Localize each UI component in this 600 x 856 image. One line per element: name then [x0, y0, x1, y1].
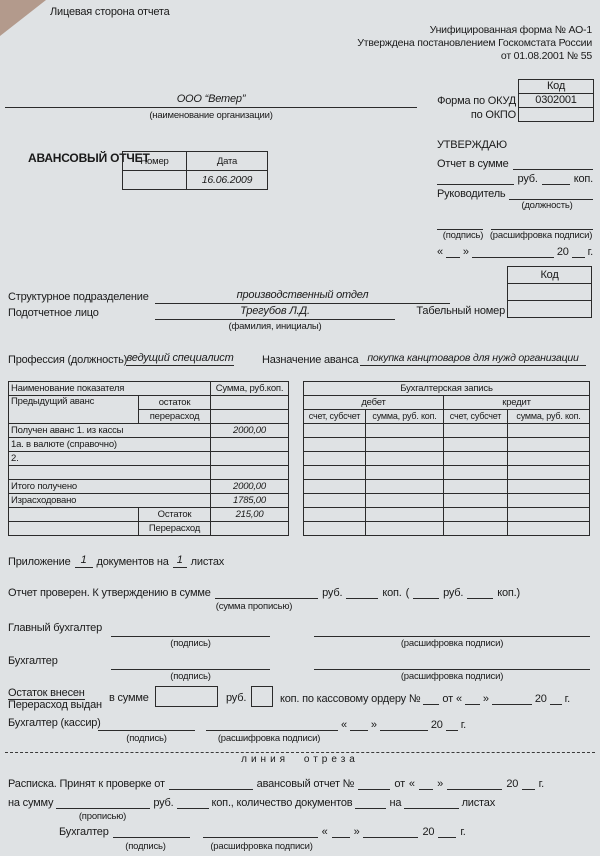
blank-field [332, 826, 350, 838]
table-row [123, 152, 268, 171]
person-caption: (фамилия, инициалы) [228, 321, 322, 332]
sheets-count-field: 1 [173, 554, 187, 568]
blank-field [438, 826, 456, 838]
sign-caption: (подпись) [125, 841, 166, 852]
close-quote: » [482, 693, 489, 705]
empty-cell [9, 522, 139, 536]
received-from-field [169, 778, 253, 790]
rest-paid-text: Остаток внесен [8, 687, 85, 699]
receipt-start-label: Расписка. Принят к проверке от [8, 778, 165, 790]
year-suffix: г. [460, 719, 467, 731]
organization-name-field: ООО “Ветер” [5, 93, 417, 108]
blank-field [413, 587, 439, 599]
blank-field [350, 719, 368, 731]
ot-label: от [394, 778, 405, 790]
purpose-label: Назначение аванса [262, 354, 359, 366]
cashier-sign-row [98, 717, 466, 731]
overrun2-cell: Перерасход [139, 522, 211, 536]
table-row [9, 494, 289, 508]
blank-field [437, 173, 514, 185]
table-row [304, 382, 590, 396]
table-row [304, 410, 590, 424]
blank-field [467, 587, 493, 599]
accountable-person-label: Подотчетное лицо [8, 307, 99, 319]
empty-cell [366, 452, 444, 466]
corner-fold-triangle [0, 0, 46, 36]
overrun-cell: перерасход [139, 410, 211, 424]
sign-name-caption: (расшифровка подписи) [217, 733, 321, 744]
accounting-title-cell: Бухгалтерская запись [304, 382, 590, 396]
empty-cell [9, 508, 139, 522]
empty-cell [444, 522, 508, 536]
table-row [9, 396, 289, 410]
empty-cell [444, 494, 508, 508]
okud-value-cell: 0302001 [518, 94, 594, 108]
year-prefix: 20 [430, 719, 443, 731]
blank-field [550, 693, 562, 705]
empty-cell [508, 494, 590, 508]
blank-field [363, 826, 418, 838]
blank-field [446, 719, 458, 731]
empty-cell [508, 522, 590, 536]
open-paren: ( [405, 587, 410, 599]
docs-count-label: коп., количество документов [211, 797, 353, 809]
in-sum-label: в сумме [109, 692, 149, 704]
accountant-label: Бухгалтер [8, 655, 58, 667]
header-name-cell: Наименование показателя [9, 382, 211, 396]
sum-words-field [56, 797, 150, 809]
blank-field [346, 587, 378, 599]
profession-value-field: ведущий специалист [126, 352, 234, 364]
credit-sum-header: сумма, руб. коп. [508, 410, 590, 424]
approve-sum-row [437, 155, 593, 170]
report-title: АВАНСОВЫЙ ОТЧЕТ [28, 151, 150, 165]
close-paren-kop: коп.) [497, 587, 520, 599]
blank-field [472, 246, 554, 258]
open-quote: « [341, 719, 347, 731]
sum-kop-box [251, 686, 273, 707]
year-suffix: г. [460, 826, 466, 838]
blank-field [355, 797, 386, 809]
report-checked-label: Отчет проверен. К утверждению в сумме [8, 587, 211, 599]
sign-name-caption: (расшифровка подписи) [400, 671, 504, 682]
empty-cell [211, 396, 289, 410]
empty-cell [508, 452, 590, 466]
table-row [304, 508, 590, 522]
year-prefix: 20 [506, 778, 519, 790]
code-header: Код [507, 266, 592, 284]
received-cash-cell: Получен аванс 1. из кассы [9, 424, 211, 438]
credit-header-cell: кредит [444, 396, 590, 410]
sign-name-caption: (расшифровка подписи) [489, 230, 593, 241]
table-row [9, 522, 289, 536]
accountant-sign-field [113, 826, 190, 838]
okud-code-box [518, 79, 594, 122]
date-value-cell: 16.06.2009 [187, 171, 268, 190]
blank-field [509, 188, 593, 200]
empty-cell [444, 452, 508, 466]
empty-cell [444, 424, 508, 438]
empty-cell [304, 480, 366, 494]
appendix-label-3: листах [190, 556, 225, 568]
table-row [304, 522, 590, 536]
sign-name-caption: (расшифровка подписи) [400, 638, 504, 649]
blank-field [542, 173, 570, 185]
approve-sum-label: Отчет в сумме [437, 158, 509, 170]
total-received-value: 2000,00 [211, 480, 289, 494]
overrun-paid-label: Перерасход выдан [8, 699, 102, 711]
table-row [304, 480, 590, 494]
tab-number-code-box [507, 266, 592, 318]
sum-rub-box [155, 686, 218, 707]
blank-field [380, 719, 428, 731]
approve-sign-captions [437, 230, 593, 242]
blank-field [492, 693, 532, 705]
accounting-entries-table [303, 381, 590, 536]
approve-sign-row [437, 213, 593, 230]
report-checked-row [8, 585, 520, 599]
close-quote: » [462, 246, 469, 258]
total-received-cell: Итого получено [9, 480, 211, 494]
received-currency-cell: 1а. в валюте (справочно) [9, 438, 211, 452]
rub-label: руб. [517, 173, 538, 185]
open-quote: « [321, 826, 328, 838]
table-row [9, 452, 289, 466]
appendix-label-1: Приложение [8, 556, 71, 568]
purpose-value-field: покупка канцтоваров для нужд организации [360, 352, 586, 366]
approve-block [437, 139, 593, 258]
empty-cell [211, 452, 289, 466]
rest2-cell: Остаток [139, 508, 211, 522]
blank-field [447, 778, 502, 790]
accountant-label: Бухгалтер [59, 826, 109, 838]
kop-label: коп. [573, 173, 593, 185]
cut-line-label: линия отреза [241, 754, 359, 765]
cash-order-label: коп. по кассовому ордеру № [280, 693, 421, 705]
empty-cell [304, 424, 366, 438]
table-row [9, 424, 289, 438]
blank-field [446, 246, 460, 258]
row2-cell: 2. [9, 452, 211, 466]
year-prefix: 20 [556, 246, 569, 258]
empty-cell [366, 480, 444, 494]
table-row [9, 466, 289, 480]
year-suffix: г. [538, 778, 544, 790]
empty-cell [366, 438, 444, 452]
okpo-value-cell [518, 108, 594, 122]
table-row [9, 480, 289, 494]
approve-header: УТВЕРЖДАЮ [437, 139, 507, 151]
empty-cell [9, 466, 211, 480]
form-ref-line-2: Утверждена постановлением Госкомстата России [357, 37, 592, 49]
empty-cell [508, 424, 590, 438]
appendix-label-2: документов на [96, 556, 169, 568]
rest-paid-label [8, 687, 85, 699]
na-label: на [389, 797, 402, 809]
empty-cell [211, 410, 289, 424]
cut-line-dash [5, 752, 595, 753]
empty-cell [211, 466, 289, 480]
dept-code-cell [507, 284, 592, 301]
open-quote: « [437, 246, 443, 258]
code-header: Код [518, 79, 594, 94]
blank-field [437, 218, 483, 230]
cashier-name-field [206, 719, 338, 731]
number-date-table [122, 151, 268, 190]
rub-label: руб. [226, 692, 247, 704]
form-ref-line-3: от 01.08.2001 № 55 [500, 50, 592, 62]
organization-name-caption: (наименование организации) [149, 110, 273, 121]
approve-rub-kop-row [437, 170, 593, 185]
table-row [304, 466, 590, 480]
table-row [9, 382, 289, 396]
table-row [304, 438, 590, 452]
open-quote: « [455, 693, 462, 705]
form-reference-block [357, 24, 592, 63]
empty-cell [508, 466, 590, 480]
blank-field [522, 778, 534, 790]
receipt-row-2 [8, 795, 495, 809]
received-cash-value: 2000,00 [211, 424, 289, 438]
chief-accountant-sign-field [111, 623, 270, 637]
profession-label: Профессия (должность) [8, 354, 128, 366]
appendix-row [8, 554, 224, 568]
sum-words-field [215, 587, 319, 599]
accountable-person-field: Трегубов Л.Д. [155, 305, 395, 320]
accountant-sign-field [111, 656, 270, 670]
blank-field [404, 797, 458, 809]
department-value-field: производственный отдел [155, 289, 450, 304]
report-number-field [358, 778, 390, 790]
okpo-label: по ОКПО [470, 109, 516, 121]
empty-cell [444, 466, 508, 480]
sheets-label: листах [461, 797, 495, 809]
date-header-cell: Дата [187, 152, 268, 171]
rub-label: руб. [322, 587, 343, 599]
blank-field [423, 693, 439, 705]
table-row [304, 452, 590, 466]
tab-number-cell [507, 301, 592, 318]
rub-label: руб. [443, 587, 464, 599]
empty-cell [508, 508, 590, 522]
cashier-label: Бухгалтер (кассир) [8, 717, 101, 729]
words-caption: (прописью) [78, 811, 127, 822]
table-row [304, 494, 590, 508]
empty-cell [211, 438, 289, 452]
blank-field [177, 797, 209, 809]
debit-header-cell: дебет [304, 396, 444, 410]
empty-cell [444, 438, 508, 452]
sign-name-caption: (расшифровка подписи) [210, 841, 313, 852]
okud-label: Форма по ОКУД [437, 95, 516, 107]
debit-account-header: счет, субсчет [304, 410, 366, 424]
header-sum-cell: Сумма, руб.коп. [211, 382, 289, 396]
table-row [123, 171, 268, 190]
empty-cell [211, 522, 289, 536]
table-row [9, 438, 289, 452]
head-label: Руководитель [437, 188, 506, 200]
chief-accountant-label: Главный бухгалтер [8, 622, 103, 634]
tab-number-label: Табельный номер [416, 305, 505, 317]
empty-cell [366, 466, 444, 480]
rest-value: 215,00 [211, 508, 289, 522]
empty-cell [366, 508, 444, 522]
receipt-mid-label: авансовый отчет № [256, 778, 355, 790]
sum-words-caption: (сумма прописью) [215, 601, 293, 612]
number-header-cell: Номер [123, 152, 187, 171]
empty-cell [444, 508, 508, 522]
advance-summary-table [8, 381, 289, 536]
position-caption: (должность) [521, 200, 573, 211]
empty-cell [304, 438, 366, 452]
open-quote: « [408, 778, 415, 790]
close-quote: » [437, 778, 444, 790]
prev-advance-cell: Предыдущий аванс [9, 396, 139, 424]
empty-cell [304, 494, 366, 508]
close-quote: » [370, 719, 377, 731]
empty-cell [304, 466, 366, 480]
accountant-name-field [314, 656, 590, 670]
empty-cell [366, 494, 444, 508]
empty-cell [304, 522, 366, 536]
approve-head-row [437, 185, 593, 200]
kop-label: коп. [382, 587, 402, 599]
front-side-note: Лицевая сторона отчета [50, 6, 170, 18]
spent-cell: Израсходовано [9, 494, 211, 508]
cashier-sign-field [98, 719, 195, 731]
year-prefix: 20 [534, 693, 547, 705]
chief-accountant-name-field [314, 623, 590, 637]
department-label: Структурное подразделение [8, 291, 149, 303]
empty-cell [444, 480, 508, 494]
blank-field [513, 158, 593, 170]
number-value-cell [123, 171, 187, 190]
debit-sum-header: сумма, руб. коп. [366, 410, 444, 424]
rub-label: руб. [153, 797, 174, 809]
table-row [9, 508, 289, 522]
year-prefix: 20 [422, 826, 435, 838]
empty-cell [508, 438, 590, 452]
sign-caption: (подпись) [170, 638, 211, 649]
year-suffix: г. [564, 693, 570, 705]
cash-order-row [280, 691, 570, 705]
accountant-name-field [203, 826, 318, 838]
approve-date-row [437, 242, 593, 258]
ot-label: от [442, 693, 453, 705]
year-suffix: г. [587, 246, 593, 258]
sign-caption: (подпись) [126, 733, 167, 744]
sign-caption: (подпись) [170, 671, 211, 682]
empty-cell [304, 452, 366, 466]
close-quote: » [353, 826, 360, 838]
blank-field [465, 693, 480, 705]
table-row [304, 396, 590, 410]
receipt-row-3 [59, 824, 466, 838]
blank-field [491, 218, 593, 230]
rest-cell: остаток [139, 396, 211, 410]
form-ref-line-1: Унифицированная форма № АО-1 [429, 24, 592, 36]
blank-field [419, 778, 433, 790]
empty-cell [304, 508, 366, 522]
on-sum-label: на сумму [8, 797, 54, 809]
empty-cell [366, 424, 444, 438]
credit-account-header: счет, субсчет [444, 410, 508, 424]
receipt-row-1 [8, 776, 544, 790]
blank-field [572, 246, 585, 258]
sign-caption: (подпись) [442, 230, 484, 241]
table-row [304, 424, 590, 438]
docs-count-field: 1 [75, 554, 93, 568]
empty-cell [366, 522, 444, 536]
empty-cell [508, 480, 590, 494]
spent-value: 1785,00 [211, 494, 289, 508]
